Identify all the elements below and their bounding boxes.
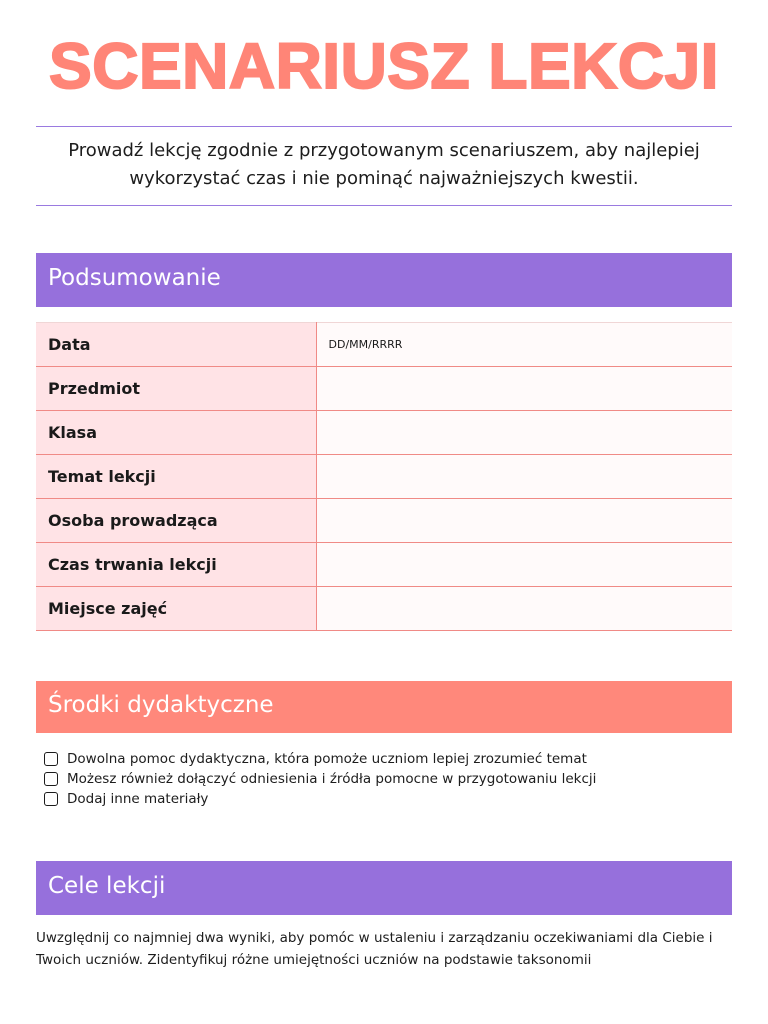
- page-title: SCENARIUSZ LEKCJI: [49, 30, 719, 102]
- table-row: [36, 455, 732, 499]
- row-label-class: Klasa: [36, 411, 316, 455]
- subject-field[interactable]: [316, 367, 732, 411]
- row-label-date: Data: [36, 323, 316, 367]
- intro-bottom-divider: [36, 205, 732, 206]
- location-field[interactable]: [316, 587, 732, 631]
- duration-field[interactable]: [316, 543, 732, 587]
- topic-field[interactable]: [316, 455, 732, 499]
- list-item: [44, 789, 732, 809]
- resource-checkbox[interactable]: [44, 792, 58, 806]
- list-item: [44, 749, 732, 769]
- row-label-topic: Temat lekcji: [36, 455, 316, 499]
- table-row: [36, 323, 732, 367]
- summary-table: [36, 322, 732, 631]
- summary-heading: Podsumowanie: [36, 253, 732, 307]
- resource-checkbox[interactable]: [44, 752, 58, 766]
- list-item-text: Dowolna pomoc dydaktyczna, która pomoże uczniom lepiej zrozumieć temat: [67, 751, 587, 767]
- table-row: [36, 587, 732, 631]
- goals-heading: Cele lekcji: [36, 861, 732, 915]
- resource-checkbox[interactable]: [44, 772, 58, 786]
- list-item: [44, 769, 732, 789]
- date-field[interactable]: DD/MM/RRRR: [316, 323, 732, 367]
- table-row: [36, 367, 732, 411]
- row-label-duration: Czas trwania lekcji: [36, 543, 316, 587]
- resources-checklist: [36, 749, 732, 809]
- table-row: [36, 499, 732, 543]
- lesson-plan-page: [36, 0, 732, 971]
- goals-text: Uwzględnij co najmniej dwa wyniki, aby pomóc w ustaleniu i zarządzaniu oczekiwaniami dla Ciebie i Twoich uczniów. Zidentyfikuj różne umiejętności uczniów na podstawie taksonomii: [36, 930, 713, 968]
- resources-heading: Środki dydaktyczne: [36, 681, 732, 733]
- teacher-field[interactable]: [316, 499, 732, 543]
- row-label-teacher: Osoba prowadząca: [36, 499, 316, 543]
- list-item-text: Możesz również dołączyć odniesienia i źródła pomocne w przygotowaniu lekcji: [67, 771, 597, 787]
- class-field[interactable]: [316, 411, 732, 455]
- list-item-text: Dodaj inne materiały: [67, 791, 209, 807]
- table-row: [36, 543, 732, 587]
- row-label-location: Miejsce zajęć: [36, 587, 316, 631]
- intro-text: Prowadź lekcję zgodnie z przygotowanym scenariuszem, aby najlepiej wykorzystać czas i nie pominąć najważniejszych kwestii.: [68, 140, 700, 189]
- row-label-subject: Przedmiot: [36, 367, 316, 411]
- table-row: [36, 411, 732, 455]
